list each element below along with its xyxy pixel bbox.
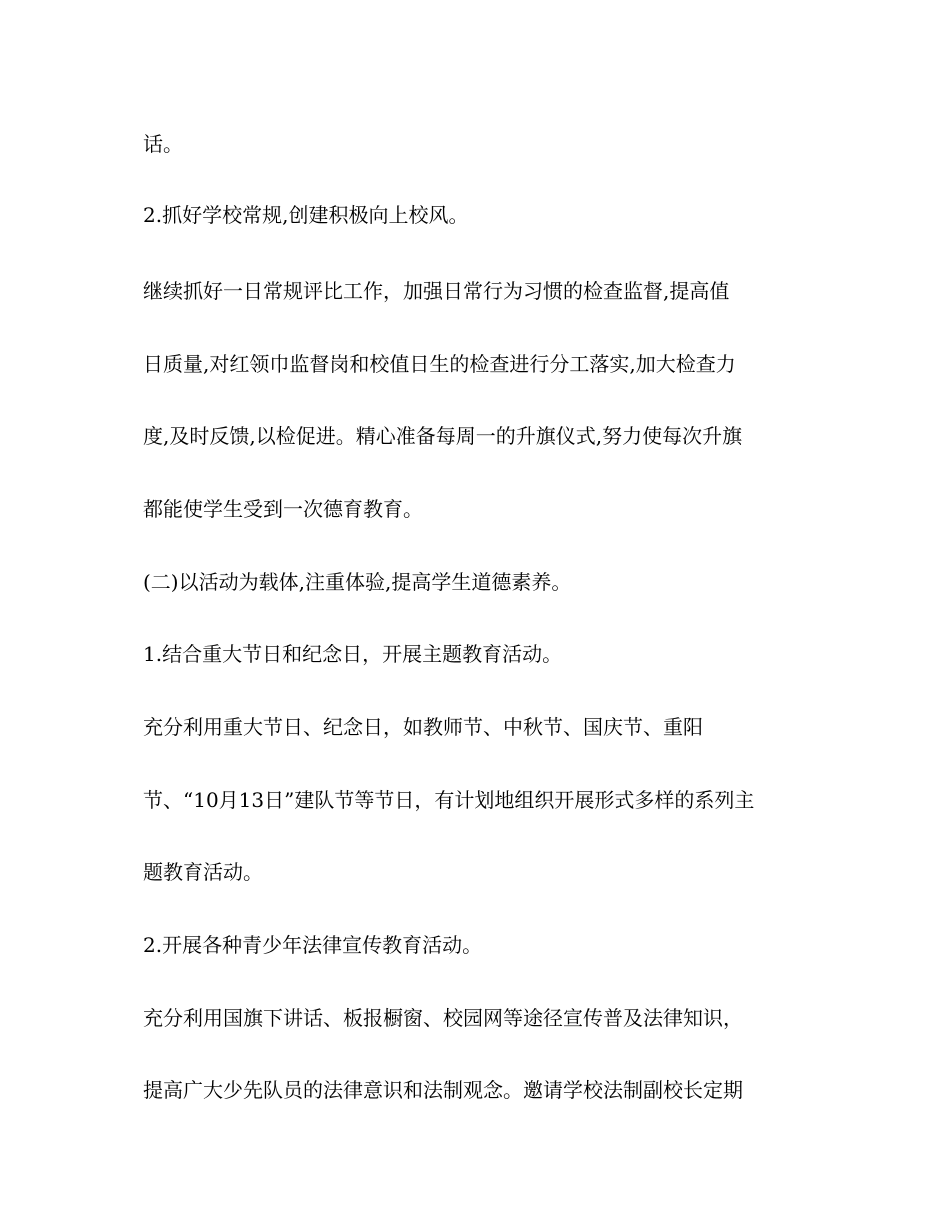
paragraph-line: 继续抓好一日常规评比工作，加强日常行为习惯的检查监督,提高值 xyxy=(143,279,730,303)
subheading-law-education: 2.开展各种青少年法律宣传教育活动。 xyxy=(143,933,483,957)
subheading-school-routine: 2.抓好学校常规,创建积极向上校风。 xyxy=(143,203,469,227)
paragraph-line: 充分利用重大节日、纪念日，如教师节、中秋节、国庆节、重阳 xyxy=(143,715,703,739)
subheading-festivals: 1.结合重大节日和纪念日，开展主题教育活动。 xyxy=(143,642,563,666)
paragraph-line: 日质量,对红领巾监督岗和校值日生的检查进行分工落实,加大检查力 xyxy=(143,352,736,376)
section-heading-activities: (二)以活动为载体,注重体验,提高学生道德素养。 xyxy=(143,570,572,594)
paragraph-line: 充分利用国旗下讲话、板报橱窗、校园网等途径宣传普及法律知识， xyxy=(143,1006,743,1030)
text-line-continuation: 话。 xyxy=(143,132,183,156)
paragraph-line: 节、“10月13日”建队节等节日，有计划地组织开展形式多样的系列主 xyxy=(143,788,755,812)
paragraph-line: 度,及时反馈,以检促进。精心准备每周一的升旗仪式,努力使每次升旗 xyxy=(143,424,743,448)
paragraph-line: 题教育活动。 xyxy=(143,860,263,884)
paragraph-line: 都能使学生受到一次德育教育。 xyxy=(143,497,423,521)
paragraph-line: 提高广大少先队员的法律意识和法制观念。邀请学校法制副校长定期 xyxy=(143,1078,743,1102)
